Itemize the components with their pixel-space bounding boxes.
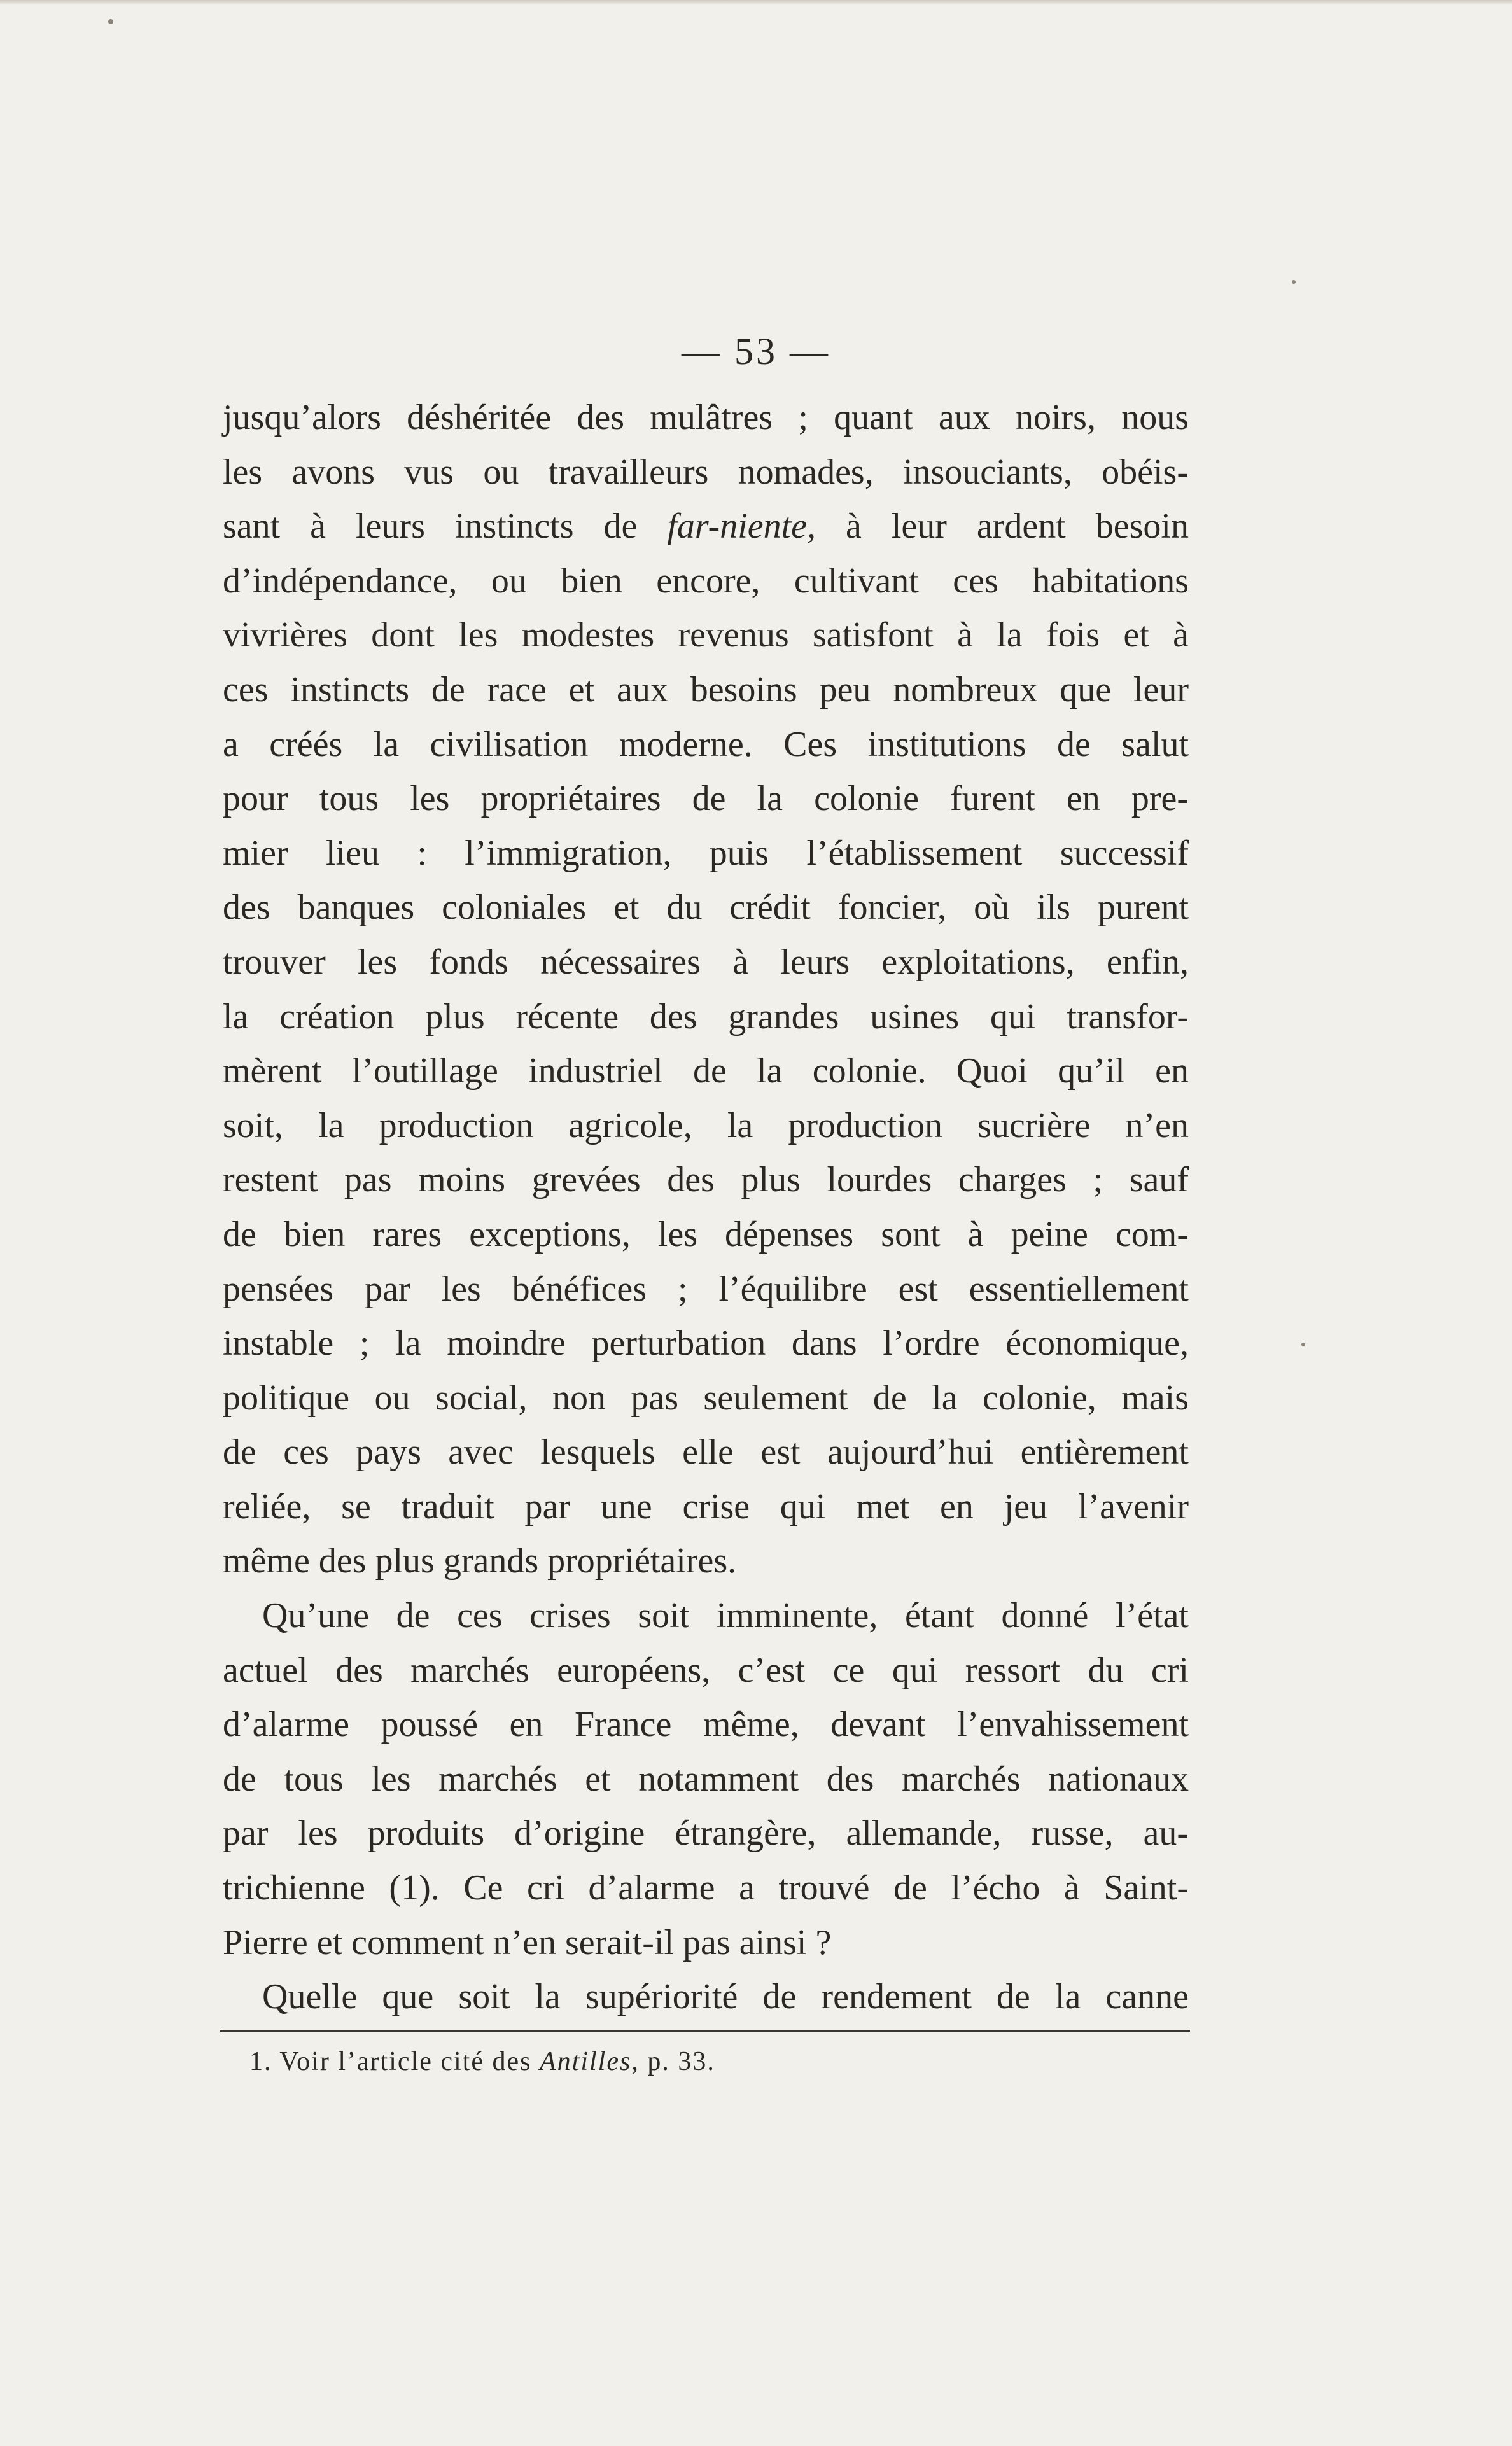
text-line: de tous les marchés et notamment des marchés nationaux (223, 1759, 1189, 1799)
page-number: — 53 — (682, 330, 830, 372)
text-line: d’indépendance, ou bien encore, cultivant ces habitations (223, 561, 1189, 601)
footnote-text: , p. 33. (631, 2047, 715, 2076)
text-line: la création plus récente des grandes usines qui transfor- (223, 996, 1189, 1037)
text-line: trichienne (1). Ce cri d’alarme a trouvé de l’écho à Saint- (223, 1868, 1189, 1908)
footnote-rule (220, 2030, 1190, 2032)
paper-speck (1292, 280, 1296, 284)
text-line: restent pas moins grevées des plus lourdes charges ; sauf (223, 1160, 1189, 1200)
paper-speck (108, 19, 113, 24)
text-line: de ces pays avec lesquels elle est aujourd’hui entièrement (223, 1432, 1189, 1472)
text-line (223, 500, 1189, 554)
text-line: pensées par les bénéfices ; l’équilibre est essentiellement (223, 1269, 1189, 1309)
text-line: politique ou social, non pas seulement de la colonie, mais (223, 1378, 1189, 1418)
italic-term: far-niente, (667, 507, 816, 547)
text-line: Quelle que soit la supériorité de rendement de la canne (262, 1977, 1189, 2017)
paper-speck (1301, 1343, 1305, 1346)
text-line: les avons vus ou travailleurs nomades, insouciants, obéis- (223, 452, 1189, 492)
text-line: soit, la production agricole, la production sucrière n’en (223, 1105, 1189, 1145)
text-line: jusqu’alors déshéritée des mulâtres ; quant aux noirs, nous (223, 398, 1189, 437)
text-line: reliée, se traduit par une crise qui met en jeu l’avenir (223, 1486, 1189, 1527)
text-line: mier lieu : l’immigration, puis l’établissement successif (223, 833, 1189, 873)
text-line: mèrent l’outillage industriel de la colonie. Quoi qu’il en (223, 1051, 1189, 1091)
text-segment: sant à leurs instincts de (223, 507, 668, 547)
text-line: a créés la civilisation moderne. Ces institutions de salut (223, 724, 1189, 764)
text-line: de bien rares exceptions, les dépenses sont à peine com- (223, 1214, 1189, 1254)
text-line: pour tous les propriétaires de la colonie furent en pre- (223, 779, 1189, 819)
footnote-italic: Antilles (540, 2047, 632, 2076)
text-line: actuel des marchés européens, c’est ce qui ressort du cri (223, 1650, 1189, 1690)
text-line: ces instincts de race et aux besoins peu nombreux que leur (223, 669, 1189, 709)
text-line: instable ; la moindre perturbation dans l’ordre économique, (223, 1324, 1189, 1364)
text-line: Qu’une de ces crises soit imminente, étant donné l’état (262, 1596, 1189, 1636)
text-line: même des plus grands propriétaires. (223, 1541, 737, 1581)
page-top-edge (0, 0, 1512, 5)
footnote-text: 1. Voir l’article cité des (249, 2047, 540, 2076)
text-segment: à leur ardent besoin (816, 507, 1189, 547)
text-line: Pierre et comment n’en serait-il pas ainsi ? (223, 1922, 832, 1962)
footnote (249, 2044, 715, 2079)
text-line: par les produits d’origine étrangère, allemande, russe, au- (223, 1814, 1189, 1854)
text-line: trouver les fonds nécessaires à leurs exploitations, enfin, (223, 942, 1189, 982)
body-text (223, 391, 1189, 2025)
text-line: vivrières dont les modestes revenus satisfont à la fois et à (223, 615, 1189, 655)
text-line: d’alarme poussé en France même, devant l’envahissement (223, 1705, 1189, 1745)
text-line: des banques coloniales et du crédit foncier, où ils purent (223, 888, 1189, 928)
